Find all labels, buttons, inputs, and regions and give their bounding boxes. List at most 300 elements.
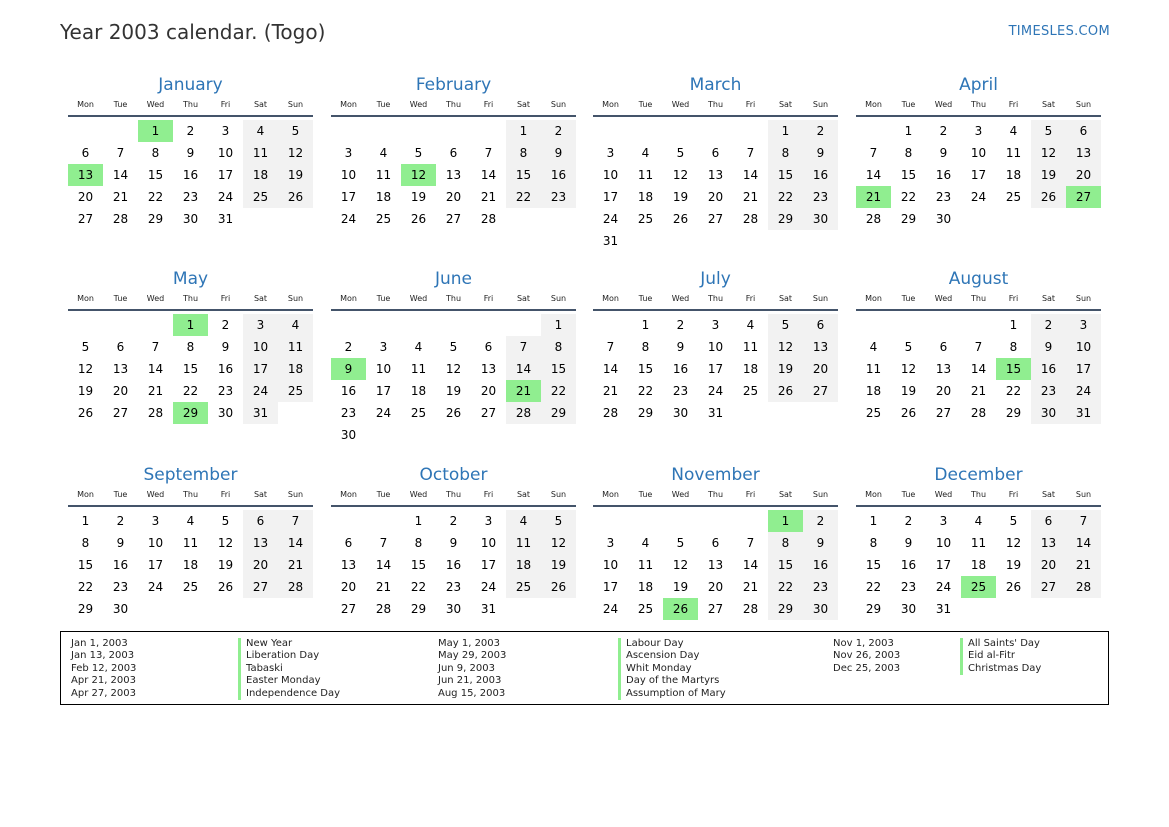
weekend-day-cell[interactable]: 15 bbox=[541, 358, 576, 380]
weekend-day-cell[interactable]: 7 bbox=[1066, 510, 1101, 532]
weekend-day-cell[interactable]: 6 bbox=[243, 510, 278, 532]
weekend-day-cell[interactable]: 6 bbox=[1066, 120, 1101, 142]
weekend-day-cell[interactable]: 2 bbox=[803, 510, 838, 532]
day-cell[interactable]: 5 bbox=[1009, 514, 1018, 528]
weekend-day-cell[interactable]: 15 bbox=[768, 554, 803, 576]
day-cell[interactable]: 27 bbox=[340, 602, 357, 616]
weekend-day-cell[interactable]: 17 bbox=[1066, 358, 1101, 380]
day-cell[interactable]: 3 bbox=[974, 124, 983, 138]
day-cell[interactable]: 8 bbox=[151, 146, 160, 160]
weekend-day-cell[interactable]: 20 bbox=[803, 358, 838, 380]
day-cell[interactable]: 14 bbox=[480, 168, 497, 182]
day-cell[interactable]: 20 bbox=[707, 190, 724, 204]
weekend-day-cell[interactable]: 31 bbox=[243, 402, 278, 424]
day-cell[interactable]: 24 bbox=[707, 384, 724, 398]
weekend-day-cell[interactable]: 8 bbox=[506, 142, 541, 164]
weekend-day-cell[interactable]: 12 bbox=[1031, 142, 1066, 164]
day-cell[interactable]: 2 bbox=[186, 124, 195, 138]
day-cell[interactable]: 22 bbox=[77, 580, 94, 594]
day-cell[interactable]: 16 bbox=[340, 384, 357, 398]
day-cell[interactable]: 10 bbox=[375, 362, 392, 376]
weekend-day-cell[interactable]: 4 bbox=[243, 120, 278, 142]
day-cell[interactable]: 7 bbox=[606, 340, 615, 354]
weekend-day-cell[interactable]: 13 bbox=[1066, 142, 1101, 164]
weekend-day-cell[interactable]: 19 bbox=[1031, 164, 1066, 186]
day-cell[interactable]: 16 bbox=[217, 362, 234, 376]
weekend-day-cell[interactable]: 22 bbox=[768, 186, 803, 208]
day-cell[interactable]: 10 bbox=[340, 168, 357, 182]
day-cell[interactable]: 7 bbox=[746, 536, 755, 550]
day-cell[interactable]: 27 bbox=[480, 406, 497, 420]
weekend-day-cell[interactable]: 9 bbox=[541, 142, 576, 164]
day-cell[interactable]: 7 bbox=[116, 146, 125, 160]
weekend-day-cell[interactable]: 18 bbox=[278, 358, 313, 380]
day-cell[interactable]: 12 bbox=[672, 168, 689, 182]
weekend-day-cell[interactable]: 28 bbox=[506, 402, 541, 424]
day-cell[interactable]: 9 bbox=[116, 536, 125, 550]
weekend-day-cell[interactable]: 21 bbox=[278, 554, 313, 576]
day-cell[interactable]: 25 bbox=[1005, 190, 1022, 204]
weekend-day-cell[interactable]: 8 bbox=[768, 142, 803, 164]
day-cell[interactable]: 3 bbox=[484, 514, 493, 528]
day-cell[interactable]: 18 bbox=[1005, 168, 1022, 182]
day-cell[interactable]: 4 bbox=[869, 340, 878, 354]
day-cell[interactable]: 3 bbox=[344, 146, 353, 160]
weekend-day-cell[interactable]: 28 bbox=[1066, 576, 1101, 598]
day-cell[interactable]: 27 bbox=[445, 212, 462, 226]
holiday-day-cell[interactable]: 21 bbox=[506, 380, 541, 402]
weekend-day-cell[interactable]: 18 bbox=[243, 164, 278, 186]
weekend-day-cell[interactable]: 25 bbox=[278, 380, 313, 402]
day-cell[interactable]: 15 bbox=[637, 362, 654, 376]
day-cell[interactable]: 14 bbox=[112, 168, 129, 182]
day-cell[interactable]: 27 bbox=[77, 212, 94, 226]
holiday-day-cell[interactable]: 13 bbox=[68, 164, 103, 186]
day-cell[interactable]: 11 bbox=[865, 362, 882, 376]
weekend-day-cell[interactable]: 9 bbox=[803, 532, 838, 554]
day-cell[interactable]: 19 bbox=[672, 580, 689, 594]
day-cell[interactable]: 11 bbox=[742, 340, 759, 354]
day-cell[interactable]: 4 bbox=[1009, 124, 1018, 138]
weekend-day-cell[interactable]: 29 bbox=[541, 402, 576, 424]
day-cell[interactable]: 31 bbox=[217, 212, 234, 226]
day-cell[interactable]: 18 bbox=[970, 558, 987, 572]
day-cell[interactable]: 4 bbox=[974, 514, 983, 528]
day-cell[interactable]: 11 bbox=[1005, 146, 1022, 160]
day-cell[interactable]: 22 bbox=[410, 580, 427, 594]
day-cell[interactable]: 5 bbox=[81, 340, 90, 354]
holiday-day-cell[interactable]: 12 bbox=[401, 164, 436, 186]
day-cell[interactable]: 25 bbox=[637, 212, 654, 226]
day-cell[interactable]: 22 bbox=[900, 190, 917, 204]
day-cell[interactable]: 26 bbox=[77, 406, 94, 420]
day-cell[interactable]: 11 bbox=[375, 168, 392, 182]
day-cell[interactable]: 19 bbox=[672, 190, 689, 204]
day-cell[interactable]: 21 bbox=[742, 580, 759, 594]
holiday-day-cell[interactable]: 1 bbox=[768, 510, 803, 532]
day-cell[interactable]: 26 bbox=[672, 212, 689, 226]
day-cell[interactable]: 6 bbox=[939, 340, 948, 354]
day-cell[interactable]: 18 bbox=[637, 580, 654, 594]
day-cell[interactable]: 6 bbox=[344, 536, 353, 550]
day-cell[interactable]: 16 bbox=[112, 558, 129, 572]
weekend-day-cell[interactable]: 5 bbox=[278, 120, 313, 142]
day-cell[interactable]: 8 bbox=[869, 536, 878, 550]
day-cell[interactable]: 13 bbox=[112, 362, 129, 376]
day-cell[interactable]: 24 bbox=[147, 580, 164, 594]
weekend-day-cell[interactable]: 20 bbox=[243, 554, 278, 576]
day-cell[interactable]: 7 bbox=[151, 340, 160, 354]
day-cell[interactable]: 19 bbox=[1005, 558, 1022, 572]
day-cell[interactable]: 14 bbox=[602, 362, 619, 376]
day-cell[interactable]: 10 bbox=[707, 340, 724, 354]
day-cell[interactable]: 17 bbox=[970, 168, 987, 182]
day-cell[interactable]: 27 bbox=[112, 406, 129, 420]
day-cell[interactable]: 22 bbox=[637, 384, 654, 398]
day-cell[interactable]: 22 bbox=[1005, 384, 1022, 398]
day-cell[interactable]: 4 bbox=[414, 340, 423, 354]
day-cell[interactable]: 7 bbox=[379, 536, 388, 550]
day-cell[interactable]: 8 bbox=[81, 536, 90, 550]
day-cell[interactable]: 31 bbox=[602, 234, 619, 248]
day-cell[interactable]: 13 bbox=[707, 558, 724, 572]
day-cell[interactable]: 25 bbox=[375, 212, 392, 226]
weekend-day-cell[interactable]: 25 bbox=[506, 576, 541, 598]
day-cell[interactable]: 4 bbox=[746, 318, 755, 332]
weekend-day-cell[interactable]: 19 bbox=[768, 358, 803, 380]
day-cell[interactable]: 8 bbox=[186, 340, 195, 354]
weekend-day-cell[interactable]: 20 bbox=[1031, 554, 1066, 576]
day-cell[interactable]: 8 bbox=[641, 340, 650, 354]
day-cell[interactable]: 26 bbox=[445, 406, 462, 420]
day-cell[interactable]: 10 bbox=[480, 536, 497, 550]
weekend-day-cell[interactable]: 12 bbox=[278, 142, 313, 164]
day-cell[interactable]: 7 bbox=[869, 146, 878, 160]
weekend-day-cell[interactable]: 29 bbox=[768, 598, 803, 620]
weekend-day-cell[interactable]: 24 bbox=[1066, 380, 1101, 402]
day-cell[interactable]: 17 bbox=[480, 558, 497, 572]
day-cell[interactable]: 28 bbox=[375, 602, 392, 616]
day-cell[interactable]: 8 bbox=[414, 536, 423, 550]
day-cell[interactable]: 16 bbox=[900, 558, 917, 572]
day-cell[interactable]: 26 bbox=[410, 212, 427, 226]
day-cell[interactable]: 20 bbox=[707, 580, 724, 594]
day-cell[interactable]: 13 bbox=[340, 558, 357, 572]
day-cell[interactable]: 28 bbox=[112, 212, 129, 226]
weekend-day-cell[interactable]: 27 bbox=[243, 576, 278, 598]
day-cell[interactable]: 30 bbox=[182, 212, 199, 226]
day-cell[interactable]: 24 bbox=[480, 580, 497, 594]
weekend-day-cell[interactable]: 26 bbox=[1031, 186, 1066, 208]
weekend-day-cell[interactable]: 23 bbox=[803, 576, 838, 598]
day-cell[interactable]: 23 bbox=[340, 406, 357, 420]
weekend-day-cell[interactable]: 1 bbox=[541, 314, 576, 336]
day-cell[interactable]: 31 bbox=[480, 602, 497, 616]
weekend-day-cell[interactable]: 10 bbox=[1066, 336, 1101, 358]
day-cell[interactable]: 3 bbox=[379, 340, 388, 354]
day-cell[interactable]: 22 bbox=[865, 580, 882, 594]
weekend-day-cell[interactable]: 29 bbox=[768, 208, 803, 230]
day-cell[interactable]: 24 bbox=[602, 602, 619, 616]
day-cell[interactable]: 5 bbox=[676, 146, 685, 160]
day-cell[interactable]: 18 bbox=[742, 362, 759, 376]
day-cell[interactable]: 12 bbox=[217, 536, 234, 550]
day-cell[interactable]: 13 bbox=[445, 168, 462, 182]
day-cell[interactable]: 15 bbox=[410, 558, 427, 572]
weekend-day-cell[interactable]: 20 bbox=[1066, 164, 1101, 186]
day-cell[interactable]: 17 bbox=[375, 384, 392, 398]
weekend-day-cell[interactable]: 16 bbox=[541, 164, 576, 186]
day-cell[interactable]: 28 bbox=[742, 602, 759, 616]
day-cell[interactable]: 11 bbox=[410, 362, 427, 376]
weekend-day-cell[interactable]: 11 bbox=[506, 532, 541, 554]
day-cell[interactable]: 14 bbox=[742, 168, 759, 182]
day-cell[interactable]: 3 bbox=[606, 146, 615, 160]
day-cell[interactable]: 26 bbox=[1005, 580, 1022, 594]
weekend-day-cell[interactable]: 16 bbox=[803, 164, 838, 186]
day-cell[interactable]: 9 bbox=[449, 536, 458, 550]
day-cell[interactable]: 11 bbox=[637, 558, 654, 572]
weekend-day-cell[interactable]: 13 bbox=[243, 532, 278, 554]
weekend-day-cell[interactable]: 17 bbox=[243, 358, 278, 380]
day-cell[interactable]: 25 bbox=[742, 384, 759, 398]
weekend-day-cell[interactable]: 4 bbox=[506, 510, 541, 532]
day-cell[interactable]: 3 bbox=[711, 318, 720, 332]
day-cell[interactable]: 25 bbox=[182, 580, 199, 594]
day-cell[interactable]: 19 bbox=[900, 384, 917, 398]
day-cell[interactable]: 1 bbox=[81, 514, 90, 528]
day-cell[interactable]: 4 bbox=[379, 146, 388, 160]
weekend-day-cell[interactable]: 25 bbox=[243, 186, 278, 208]
day-cell[interactable]: 25 bbox=[637, 602, 654, 616]
day-cell[interactable]: 19 bbox=[217, 558, 234, 572]
weekend-day-cell[interactable]: 2 bbox=[803, 120, 838, 142]
weekend-day-cell[interactable]: 4 bbox=[278, 314, 313, 336]
day-cell[interactable]: 14 bbox=[865, 168, 882, 182]
day-cell[interactable]: 27 bbox=[935, 406, 952, 420]
day-cell[interactable]: 26 bbox=[217, 580, 234, 594]
weekend-day-cell[interactable]: 22 bbox=[768, 576, 803, 598]
day-cell[interactable]: 2 bbox=[939, 124, 948, 138]
day-cell[interactable]: 15 bbox=[865, 558, 882, 572]
day-cell[interactable]: 3 bbox=[606, 536, 615, 550]
weekend-day-cell[interactable]: 6 bbox=[803, 314, 838, 336]
day-cell[interactable]: 21 bbox=[970, 384, 987, 398]
day-cell[interactable]: 10 bbox=[147, 536, 164, 550]
day-cell[interactable]: 21 bbox=[147, 384, 164, 398]
weekend-day-cell[interactable]: 8 bbox=[768, 532, 803, 554]
day-cell[interactable]: 1 bbox=[641, 318, 650, 332]
day-cell[interactable]: 22 bbox=[182, 384, 199, 398]
day-cell[interactable]: 10 bbox=[935, 536, 952, 550]
day-cell[interactable]: 17 bbox=[602, 190, 619, 204]
day-cell[interactable]: 20 bbox=[77, 190, 94, 204]
day-cell[interactable]: 22 bbox=[147, 190, 164, 204]
day-cell[interactable]: 5 bbox=[676, 536, 685, 550]
day-cell[interactable]: 21 bbox=[742, 190, 759, 204]
day-cell[interactable]: 3 bbox=[151, 514, 160, 528]
day-cell[interactable]: 18 bbox=[865, 384, 882, 398]
weekend-day-cell[interactable]: 13 bbox=[1031, 532, 1066, 554]
day-cell[interactable]: 5 bbox=[414, 146, 423, 160]
weekend-day-cell[interactable]: 19 bbox=[278, 164, 313, 186]
holiday-day-cell[interactable]: 9 bbox=[331, 358, 366, 380]
weekend-day-cell[interactable]: 30 bbox=[803, 208, 838, 230]
day-cell[interactable]: 30 bbox=[445, 602, 462, 616]
weekend-day-cell[interactable]: 2 bbox=[1031, 314, 1066, 336]
weekend-day-cell[interactable]: 18 bbox=[506, 554, 541, 576]
weekend-day-cell[interactable]: 15 bbox=[506, 164, 541, 186]
day-cell[interactable]: 16 bbox=[672, 362, 689, 376]
weekend-day-cell[interactable]: 30 bbox=[1031, 402, 1066, 424]
day-cell[interactable]: 6 bbox=[81, 146, 90, 160]
day-cell[interactable]: 23 bbox=[672, 384, 689, 398]
day-cell[interactable]: 10 bbox=[602, 168, 619, 182]
day-cell[interactable]: 2 bbox=[344, 340, 353, 354]
weekend-day-cell[interactable]: 19 bbox=[541, 554, 576, 576]
day-cell[interactable]: 1 bbox=[414, 514, 423, 528]
holiday-day-cell[interactable]: 25 bbox=[961, 576, 996, 598]
day-cell[interactable]: 13 bbox=[480, 362, 497, 376]
day-cell[interactable]: 3 bbox=[939, 514, 948, 528]
day-cell[interactable]: 4 bbox=[186, 514, 195, 528]
weekend-day-cell[interactable]: 27 bbox=[1031, 576, 1066, 598]
day-cell[interactable]: 18 bbox=[375, 190, 392, 204]
day-cell[interactable]: 17 bbox=[147, 558, 164, 572]
weekend-day-cell[interactable]: 3 bbox=[1066, 314, 1101, 336]
weekend-day-cell[interactable]: 6 bbox=[1031, 510, 1066, 532]
weekend-day-cell[interactable]: 16 bbox=[1031, 358, 1066, 380]
day-cell[interactable]: 24 bbox=[602, 212, 619, 226]
day-cell[interactable]: 15 bbox=[147, 168, 164, 182]
holiday-day-cell[interactable]: 26 bbox=[663, 598, 698, 620]
weekend-day-cell[interactable]: 14 bbox=[506, 358, 541, 380]
day-cell[interactable]: 21 bbox=[480, 190, 497, 204]
weekend-day-cell[interactable]: 5 bbox=[1031, 120, 1066, 142]
day-cell[interactable]: 15 bbox=[182, 362, 199, 376]
day-cell[interactable]: 7 bbox=[974, 340, 983, 354]
day-cell[interactable]: 29 bbox=[865, 602, 882, 616]
day-cell[interactable]: 5 bbox=[449, 340, 458, 354]
day-cell[interactable]: 27 bbox=[707, 212, 724, 226]
day-cell[interactable]: 10 bbox=[970, 146, 987, 160]
weekend-day-cell[interactable]: 23 bbox=[803, 186, 838, 208]
day-cell[interactable]: 28 bbox=[602, 406, 619, 420]
weekend-day-cell[interactable]: 1 bbox=[506, 120, 541, 142]
weekend-day-cell[interactable]: 22 bbox=[541, 380, 576, 402]
holiday-day-cell[interactable]: 1 bbox=[173, 314, 208, 336]
weekend-day-cell[interactable]: 31 bbox=[1066, 402, 1101, 424]
day-cell[interactable]: 2 bbox=[116, 514, 125, 528]
holiday-day-cell[interactable]: 21 bbox=[856, 186, 891, 208]
day-cell[interactable]: 23 bbox=[445, 580, 462, 594]
day-cell[interactable]: 5 bbox=[221, 514, 230, 528]
holiday-day-cell[interactable]: 15 bbox=[996, 358, 1031, 380]
weekend-day-cell[interactable]: 21 bbox=[1066, 554, 1101, 576]
day-cell[interactable]: 16 bbox=[935, 168, 952, 182]
day-cell[interactable]: 6 bbox=[116, 340, 125, 354]
day-cell[interactable]: 11 bbox=[182, 536, 199, 550]
day-cell[interactable]: 15 bbox=[900, 168, 917, 182]
day-cell[interactable]: 31 bbox=[935, 602, 952, 616]
weekend-day-cell[interactable]: 13 bbox=[803, 336, 838, 358]
weekend-day-cell[interactable]: 26 bbox=[768, 380, 803, 402]
day-cell[interactable]: 26 bbox=[900, 406, 917, 420]
day-cell[interactable]: 29 bbox=[637, 406, 654, 420]
day-cell[interactable]: 20 bbox=[935, 384, 952, 398]
day-cell[interactable]: 7 bbox=[484, 146, 493, 160]
day-cell[interactable]: 30 bbox=[217, 406, 234, 420]
weekend-day-cell[interactable]: 23 bbox=[1031, 380, 1066, 402]
weekend-day-cell[interactable]: 15 bbox=[768, 164, 803, 186]
day-cell[interactable]: 23 bbox=[217, 384, 234, 398]
day-cell[interactable]: 6 bbox=[449, 146, 458, 160]
day-cell[interactable]: 5 bbox=[904, 340, 913, 354]
day-cell[interactable]: 13 bbox=[935, 362, 952, 376]
day-cell[interactable]: 19 bbox=[410, 190, 427, 204]
day-cell[interactable]: 12 bbox=[900, 362, 917, 376]
day-cell[interactable]: 14 bbox=[742, 558, 759, 572]
weekend-day-cell[interactable]: 12 bbox=[768, 336, 803, 358]
day-cell[interactable]: 19 bbox=[77, 384, 94, 398]
day-cell[interactable]: 24 bbox=[375, 406, 392, 420]
day-cell[interactable]: 18 bbox=[637, 190, 654, 204]
weekend-day-cell[interactable]: 10 bbox=[243, 336, 278, 358]
site-brand-link[interactable]: TIMESLES.COM bbox=[1008, 24, 1110, 39]
day-cell[interactable]: 15 bbox=[77, 558, 94, 572]
day-cell[interactable]: 20 bbox=[340, 580, 357, 594]
weekend-day-cell[interactable]: 5 bbox=[768, 314, 803, 336]
day-cell[interactable]: 12 bbox=[672, 558, 689, 572]
day-cell[interactable]: 25 bbox=[865, 406, 882, 420]
day-cell[interactable]: 28 bbox=[742, 212, 759, 226]
weekend-day-cell[interactable]: 16 bbox=[803, 554, 838, 576]
day-cell[interactable]: 20 bbox=[445, 190, 462, 204]
day-cell[interactable]: 30 bbox=[340, 428, 357, 442]
weekend-day-cell[interactable]: 1 bbox=[768, 120, 803, 142]
day-cell[interactable]: 1 bbox=[869, 514, 878, 528]
weekend-day-cell[interactable]: 14 bbox=[1066, 532, 1101, 554]
holiday-day-cell[interactable]: 29 bbox=[173, 402, 208, 424]
day-cell[interactable]: 24 bbox=[340, 212, 357, 226]
day-cell[interactable]: 7 bbox=[746, 146, 755, 160]
day-cell[interactable]: 9 bbox=[186, 146, 195, 160]
day-cell[interactable]: 14 bbox=[147, 362, 164, 376]
day-cell[interactable]: 30 bbox=[935, 212, 952, 226]
weekend-day-cell[interactable]: 22 bbox=[506, 186, 541, 208]
weekend-day-cell[interactable]: 9 bbox=[1031, 336, 1066, 358]
day-cell[interactable]: 2 bbox=[904, 514, 913, 528]
holiday-day-cell[interactable]: 1 bbox=[138, 120, 173, 142]
day-cell[interactable]: 30 bbox=[112, 602, 129, 616]
day-cell[interactable]: 20 bbox=[112, 384, 129, 398]
day-cell[interactable]: 8 bbox=[904, 146, 913, 160]
day-cell[interactable]: 10 bbox=[602, 558, 619, 572]
day-cell[interactable]: 2 bbox=[449, 514, 458, 528]
day-cell[interactable]: 14 bbox=[375, 558, 392, 572]
day-cell[interactable]: 12 bbox=[77, 362, 94, 376]
day-cell[interactable]: 2 bbox=[676, 318, 685, 332]
day-cell[interactable]: 23 bbox=[900, 580, 917, 594]
day-cell[interactable]: 9 bbox=[904, 536, 913, 550]
day-cell[interactable]: 14 bbox=[970, 362, 987, 376]
weekend-day-cell[interactable]: 26 bbox=[278, 186, 313, 208]
day-cell[interactable]: 31 bbox=[707, 406, 724, 420]
day-cell[interactable]: 6 bbox=[711, 536, 720, 550]
day-cell[interactable]: 28 bbox=[970, 406, 987, 420]
day-cell[interactable]: 25 bbox=[410, 406, 427, 420]
day-cell[interactable]: 23 bbox=[182, 190, 199, 204]
